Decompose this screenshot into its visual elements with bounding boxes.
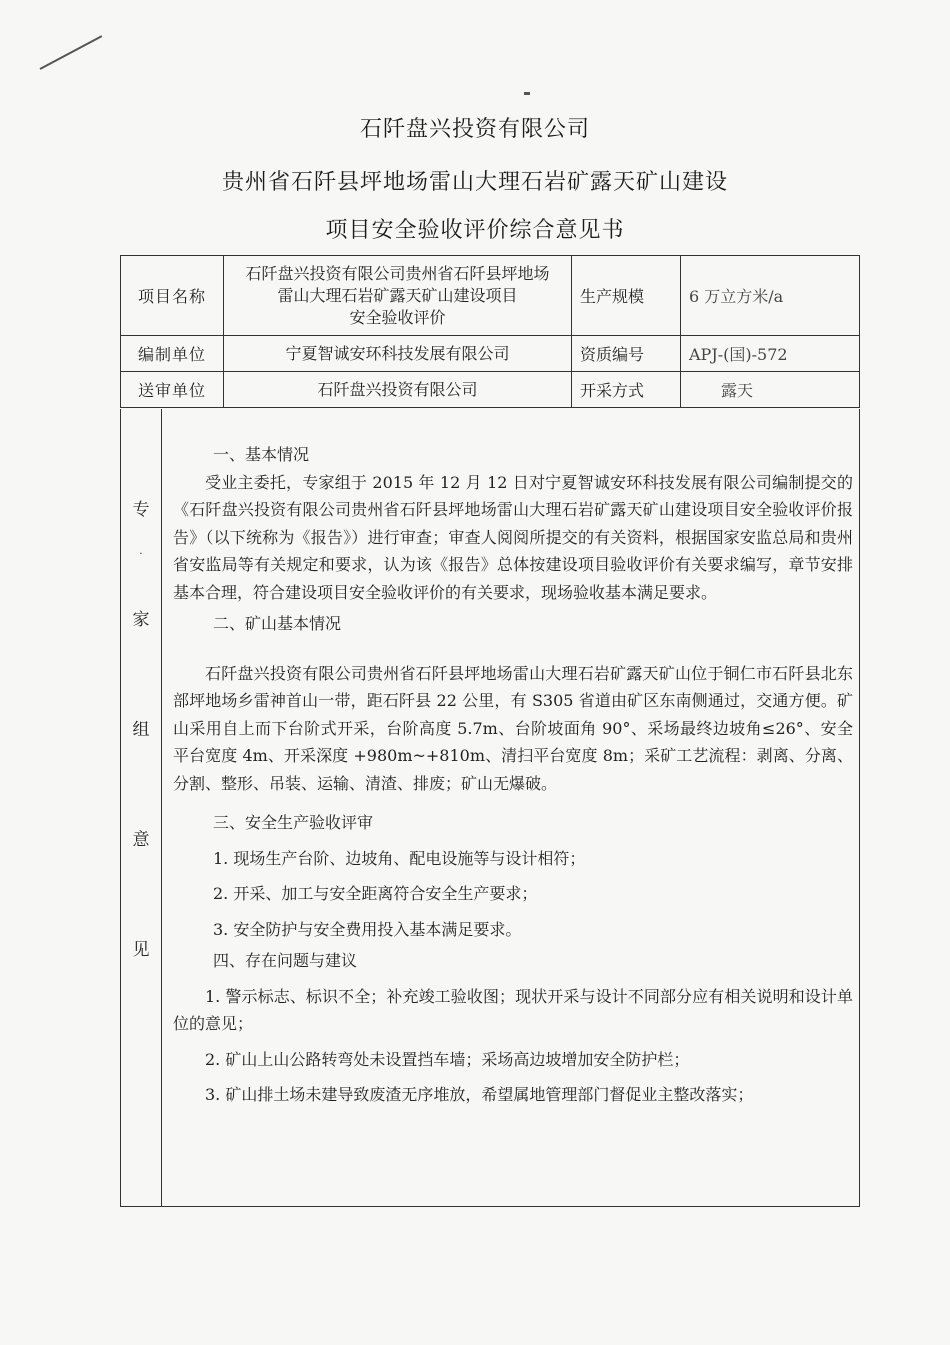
- list-item: 3. 安全防护与安全费用投入基本满足要求。: [213, 919, 522, 939]
- section-heading: 二、矿山基本情况: [213, 614, 342, 633]
- row-submitter: [121, 372, 860, 408]
- list-item: 1. 现场生产台阶、边坡角、配电设施等与设计相符；: [213, 848, 586, 868]
- company-title-text: 石阡盘兴投资有限公司: [359, 117, 590, 142]
- scan-streak: [40, 35, 103, 70]
- spacer: [173, 1073, 853, 1081]
- row-project: [121, 256, 860, 336]
- section-heading: 一、基本情况: [213, 445, 310, 464]
- spacer: [173, 1038, 853, 1046]
- project-name-value: [224, 256, 572, 336]
- document-title: [0, 213, 950, 244]
- capacity-label: 生产规模: [572, 256, 681, 336]
- spacer: [173, 797, 853, 805]
- opinion-content: [173, 437, 853, 1109]
- scan-dot: [524, 92, 530, 95]
- section-paragraph: 石阡盘兴投资有限公司贵州省石阡县坪地场雷山大理石岩矿露天矿山位于铜仁市石阡县北东部坪地场乡雷神首山一带，距石阡县 22 公里，有 S305 省道由矿区东南侧通过，交通方便。矿山采用自上而下台阶式开采，台阶高度 5.7m、台阶坡面角 90°、采场最终边坡角≤26°、安全平台宽度 4m、开采深度 +980m~+810m、清扫平台宽度 8m；采矿工艺流程：剥离、分离、分割、整形、吊装、运输、清渣、排废；矿山无爆破。: [173, 663, 853, 793]
- expert-opinion-box: [120, 409, 860, 1207]
- project-name-line: 雷山大理石岩矿露天矿山建设项目: [277, 285, 518, 305]
- spacer: [173, 837, 853, 845]
- spacer: [173, 638, 853, 660]
- cert-label: 资质编号: [572, 336, 681, 372]
- project-name-label: 项目名称: [121, 256, 224, 336]
- list-item: 3. 矿山排土场未建导致废渣无序堆放，希望属地管理部门督促业主整改落实；: [205, 1085, 754, 1104]
- project-title: [0, 165, 950, 196]
- mining-value: 露天: [681, 372, 860, 408]
- info-table: [120, 255, 860, 408]
- row-compiler: [121, 336, 860, 372]
- compiler-value: 宁夏智诚安环科技发展有限公司: [224, 336, 572, 372]
- project-name-line: 安全验收评价: [349, 307, 446, 327]
- submitter-label: 送审单位: [121, 372, 224, 408]
- project-name-line: 石阡盘兴投资有限公司贵州省石阡县坪地场: [245, 263, 550, 283]
- mining-label: 开采方式: [572, 372, 681, 408]
- side-char: 组: [132, 720, 150, 740]
- side-char: 意: [132, 830, 150, 850]
- compiler-label: 编制单位: [121, 336, 224, 372]
- section-heading: 三、安全生产验收评审: [213, 813, 374, 832]
- list-item: 1. 警示标志、标识不全；补充竣工验收图；现状开采与设计不同部分应有相关说明和设计单位的意见；: [173, 986, 853, 1033]
- spacer: [173, 975, 853, 983]
- side-char: 见: [132, 940, 150, 960]
- document-title-text: 项目安全验收评价综合意见书: [325, 218, 625, 243]
- cert-value: APJ-(国)-572: [681, 336, 860, 372]
- side-label-column: [121, 409, 162, 1206]
- side-char: 家: [132, 610, 150, 630]
- company-title: [0, 112, 950, 143]
- side-char: 专: [132, 500, 150, 520]
- section-heading: 四、存在问题与建议: [213, 951, 358, 970]
- list-item: 2. 矿山上山公路转弯处未设置挡车墙；采场高边坡增加安全防护栏；: [205, 1049, 690, 1069]
- project-title-text: 贵州省石阡县坪地场雷山大理石岩矿露天矿山建设: [221, 170, 728, 195]
- list-item: 2. 开采、加工与安全距离符合安全生产要求；: [213, 884, 538, 903]
- capacity-value: 6 万立方米/a: [681, 256, 860, 336]
- spacer: [173, 908, 853, 916]
- submitter-value: 石阡盘兴投资有限公司: [224, 372, 572, 408]
- spacer: [173, 872, 853, 880]
- side-dot: ·: [139, 549, 143, 560]
- section-paragraph: 受业主委托，专家组于 2015 年 12 月 12 日对宁夏智诚安环科技发展有限公司编制提交的《石阡盘兴投资有限公司贵州省石阡县坪地场雷山大理石岩矿露天矿山建设项目安全验收评价报告》（以下统称为《报告》）进行审查；审查人阅阅所提交的有关资料，根据国家安监总局和贵州省安监局等有关规定和要求，认为该《报告》总体按建设项目验收评价有关要求编写，章节安排基本合理，符合建设项目安全验收评价的有关要求，现场验收基本满足要求。: [173, 472, 853, 602]
